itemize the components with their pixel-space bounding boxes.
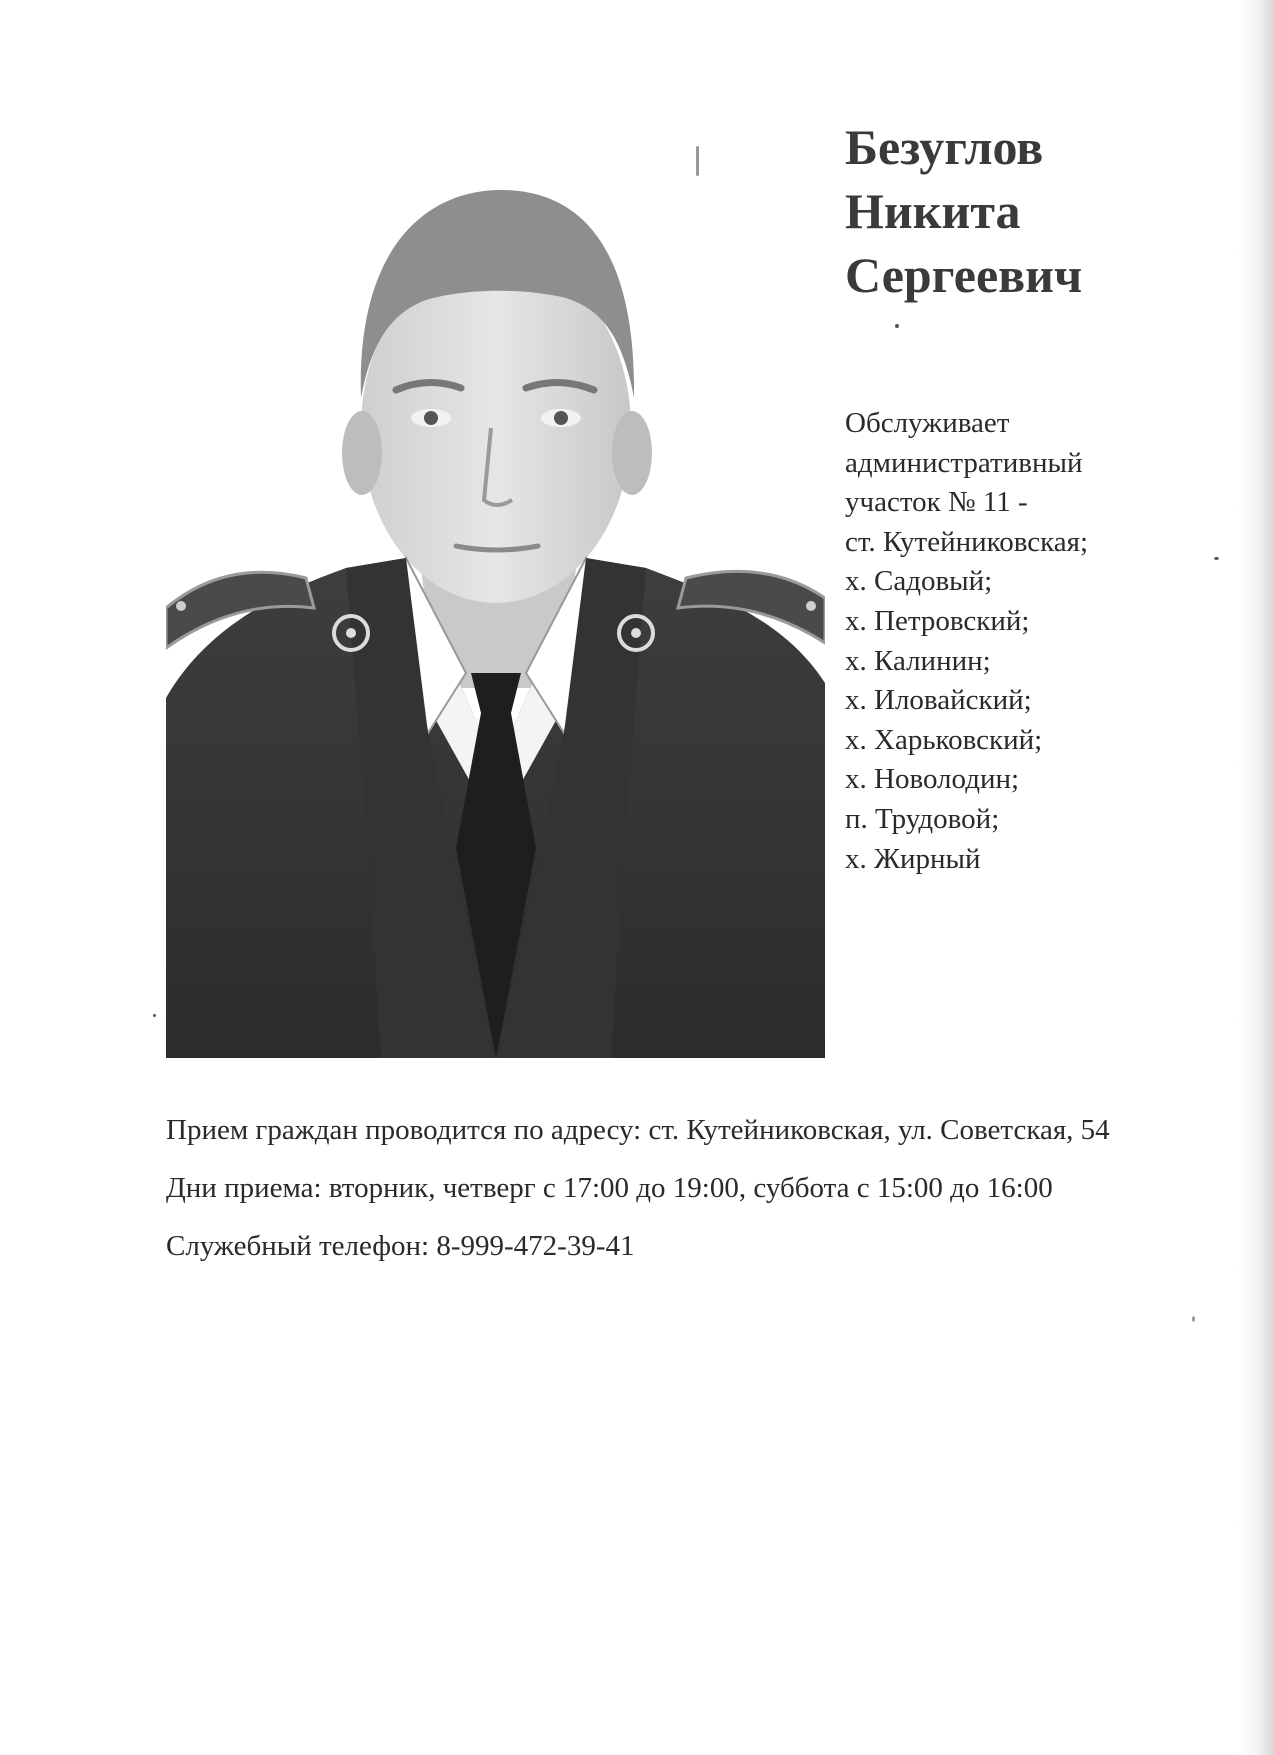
service-phone: Служебный телефон: 8-999-472-39-41 [166,1230,635,1262]
reception-address: Прием граждан проводится по адресу: ст. Кутейниковская, ул. Советская, 54 [166,1114,1110,1146]
reception-info [166,1111,1141,1285]
scan-speck [1214,557,1219,560]
reception-days: Дни приема: вторник, четверг с 17:00 до 19:00, суббота с 15:00 до 16:00 [166,1172,1053,1204]
locality-item: х. Иловайский; [845,684,1032,717]
officer-first-name: Никита [845,183,1021,239]
scan-speck [1192,1316,1195,1322]
officer-surname: Безуглов [845,119,1044,175]
service-area-intro-line: административный [845,446,1083,479]
locality-item: х. Садовый; [845,565,993,598]
locality-item: х. Харьковский; [845,723,1043,756]
locality-item: х. Жирный [845,842,981,875]
service-area-intro-line: участок № 11 - [845,486,1028,519]
locality-item: п. Трудовой; [845,802,1000,835]
service-area-description [845,404,1235,879]
locality-item: х. Новолодин; [845,763,1020,796]
officer-portrait-photo [166,128,825,1058]
officer-patronymic: Сергеевич [845,247,1083,303]
scan-speck [895,324,899,328]
locality-item: х. Калинин; [845,644,991,677]
portrait-illustration [166,128,825,1058]
locality-item: х. Петровский; [845,604,1030,637]
scan-speck [696,146,699,176]
scan-page-edge [1238,0,1274,1755]
scan-speck [153,1014,156,1017]
officer-full-name [845,115,1225,307]
service-area-intro-line: Обслуживает [845,407,1010,439]
locality-item: ст. Кутейниковская; [845,525,1089,558]
